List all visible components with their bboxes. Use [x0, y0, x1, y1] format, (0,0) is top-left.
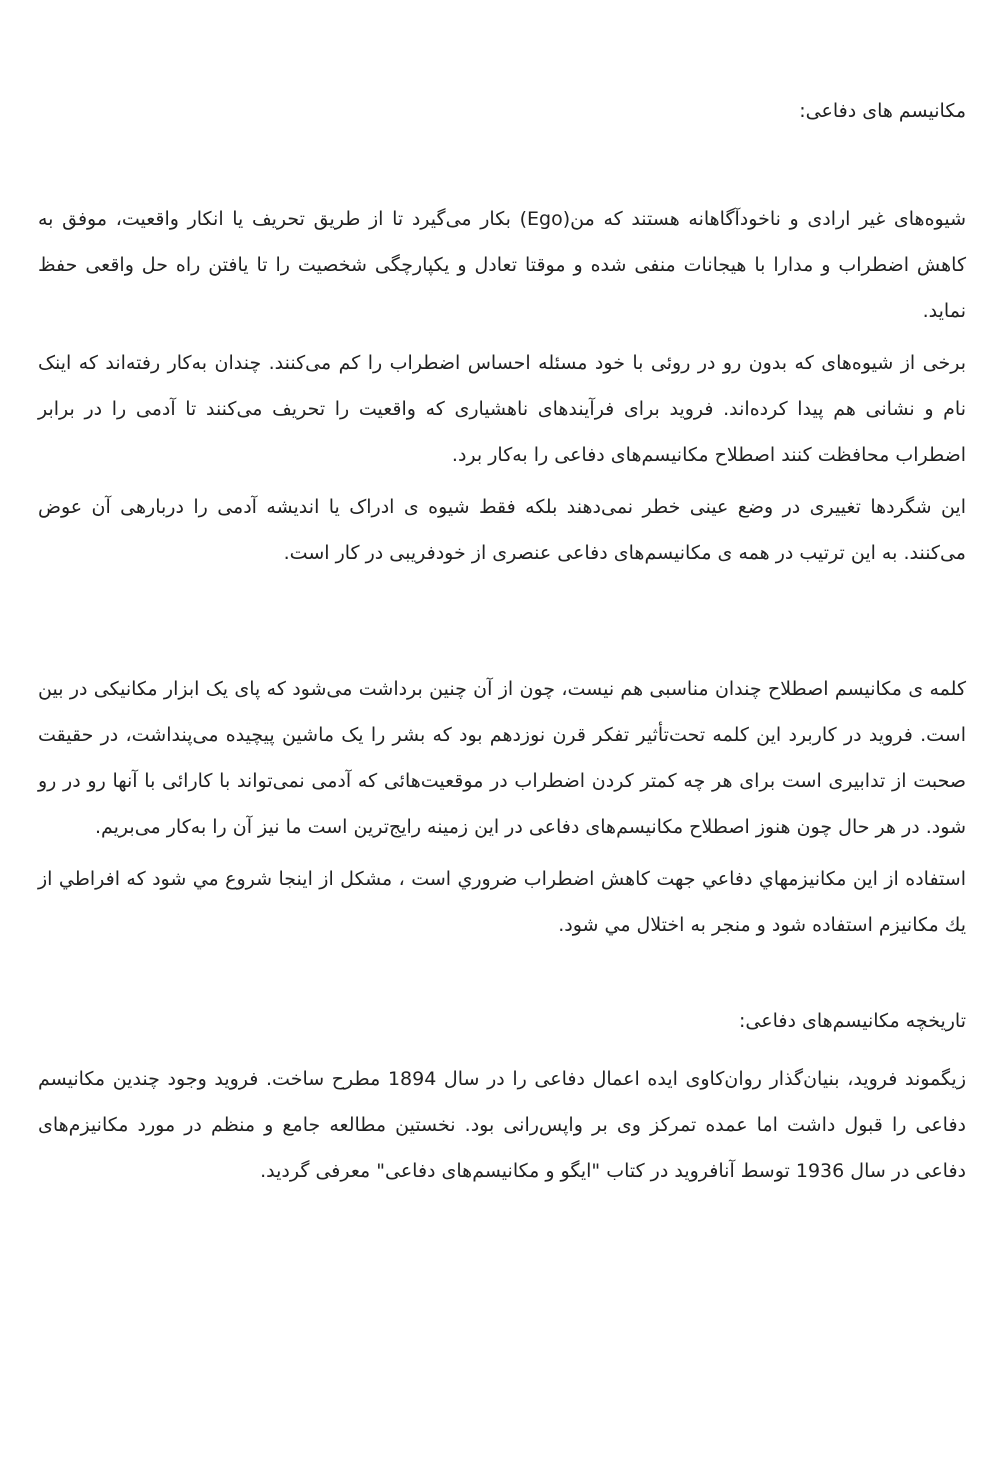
spacer	[38, 582, 966, 666]
document-page	[38, 88, 966, 1200]
heading-history: تاریخچه مکانیسم‌های دفاعی:	[739, 1010, 966, 1032]
paragraph-definition: شیوه‌های غیر ارادی و ناخودآگاهانه هستند که من(Ego) بکار می‌گیرد تا از طریق تحریف یا انکار واقعیت، موفق به کاهش اضطراب و مدارا با هیجانات منفی شده و موقتا تعادل و یکپارچگی شخصیت را تا یافتن راه حل واقعی حفظ نماید.	[38, 208, 966, 322]
paragraph-self-deception: این شگردها تغییری در وضع عینی خطر نمی‌دهند بلکه فقط شیوه ی ادراک یا اندیشه آدمی را دربارهی آن عوض می‌کنند. به این ترتیب در همه ی مکانیسم‌های دفاعی عنصری از خودفریبی در کار است.	[38, 496, 966, 564]
spacer	[38, 954, 966, 998]
paragraph-excessive-use: استفاده از اين مكانيزمهاي دفاعي جهت كاهش اضطراب ضروري است ، مشكل از اينجا شروع مي شود كه افراطي از يك مكانيزم استفاده شود و منجر به اختلال مي شود.	[38, 868, 966, 936]
paragraph-freud-term: برخی از شیوه‌های که بدون رو در روئی با خود مسئله احساس اضطراب را کم می‌کنند. چندان به‌کار رفته‌اند که اینک نام و نشانی هم پیدا کرده‌اند. فروید برای فرآیندهای ناهشیاری که واقعیت را تحریف می‌کنند تا آدمی را در برابر اضطراب محافظت کنند اصطلاح مکانیسم‌های دفاعی را به‌کار برد.	[38, 352, 966, 466]
heading-defense-mechanisms: مکانیسم های دفاعی:	[799, 100, 966, 122]
paragraph-mechanism-word: کلمه ی مکانیسم اصطلاح چندان مناسبی هم نیست، چون از آن چنین برداشت می‌شود که پای یک ابزار مکانیکی در بین است. فروید در کاربرد این کلمه تحت‌تأثیر تفکر قرن نوزدهم بود که بشر را یک ماشین پیچیده می‌پنداشت، در حقیقت صحبت از تدابیری است برای هر چه کمتر کردن اضطراب در موقعیت‌هائی که آدمی نمی‌تواند با کارائی با آنها رو در رو شود. در هر حال چون هنوز اصطلاح مکانیسم‌های دفاعی در این زمینه رایج‌ترین است ما نیز آن را به‌کار می‌بریم.	[38, 678, 966, 838]
paragraph-history: زیگموند فروید، بنیان‌گذار روان‌کاوی ایده اعمال دفاعی را در سال 1894 مطرح ساخت. فروید وجود چندین مکانیسم دفاعی را قبول داشت اما عمده تمرکز وی بر واپس‌رانی بود. نخستین مطالعه جامع و منظم در مورد مکانیزم‌های دفاعی در سال 1936 توسط آنافروید در کتاب "ایگو و مکانیسم‌های دفاعی" معرفی گردید.	[38, 1068, 966, 1182]
